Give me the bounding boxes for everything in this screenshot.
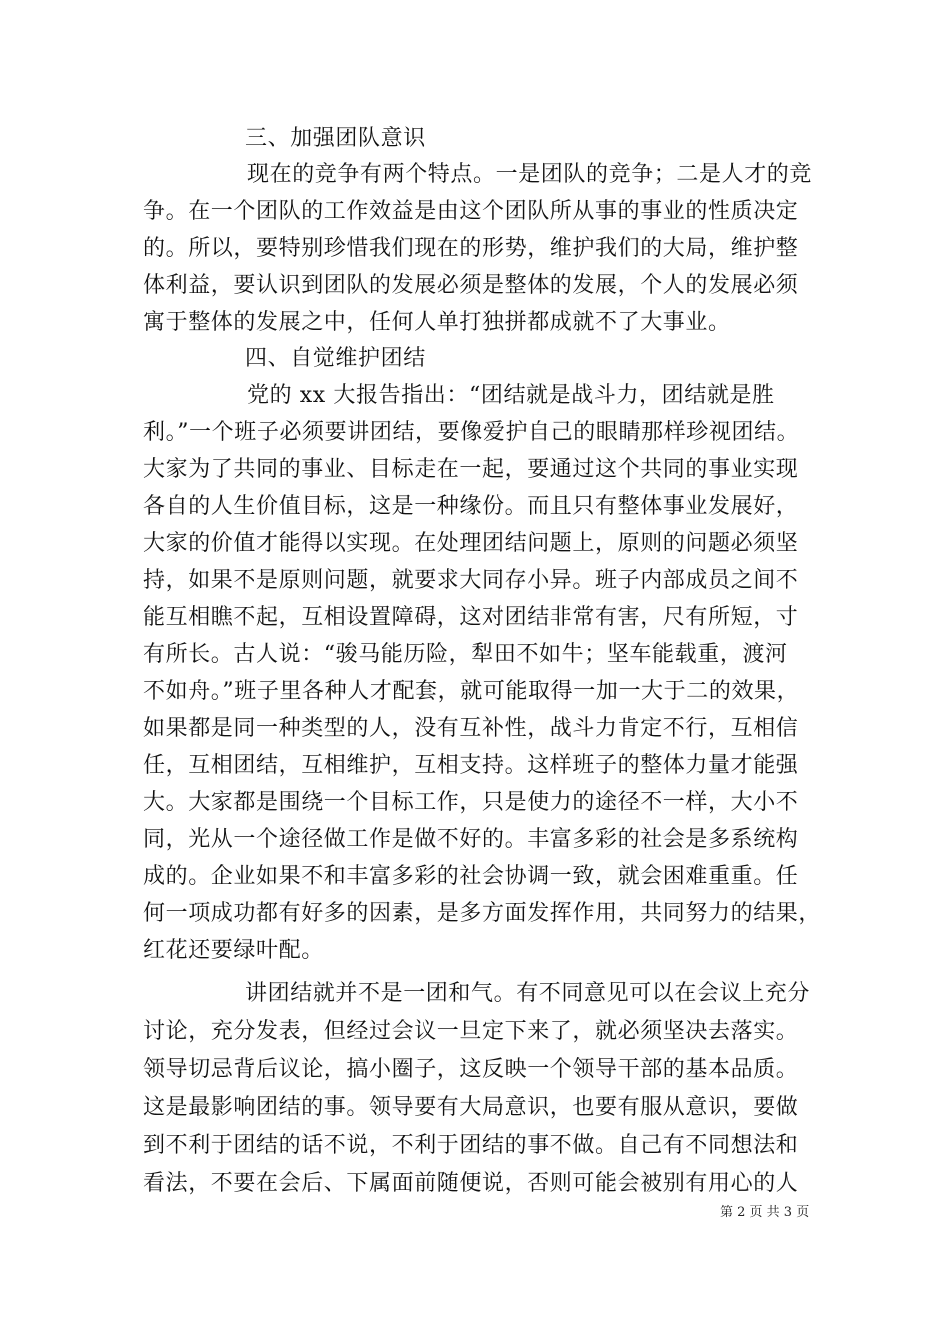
paragraph-line: 看法，不要在会后、下属面前随便说，否则可能会被别有用心的人 — [143, 1171, 799, 1196]
page-number: 第 2 页 共 3 页 — [720, 1205, 810, 1220]
paragraph-line: 领导切忌背后议论，搞小圈子，这反映一个领导干部的基本品质。 — [143, 1057, 799, 1082]
paragraph-line: 任，互相团结，互相维护，互相支持。这样班子的整体力量才能强 — [143, 753, 799, 778]
paragraph-line: 到不利于团结的话不说，不利于团结的事不做。自己有不同想法和 — [143, 1133, 799, 1158]
paragraph-line: 体利益，要认识到团队的发展必须是整体的发展，个人的发展必须 — [143, 273, 799, 298]
paragraph-line: 党的 xx 大报告指出：“团结就是战斗力，团结就是胜 — [247, 383, 775, 408]
section-heading-4: 四、自觉维护团结 — [245, 346, 426, 371]
paragraph-line: 不如舟。”班子里各种人才配套，就可能取得一加一大于二的效果， — [143, 679, 800, 704]
paragraph-line: 现在的竞争有两个特点。一是团队的竞争；二是人才的竞 — [247, 162, 813, 187]
paragraph-line: 何一项成功都有好多的因素，是多方面发挥作用，共同努力的结果， — [143, 901, 822, 926]
paragraph-line: 有所长。古人说：“骏马能历险，犁田不如牛；坚车能载重，渡河 — [143, 642, 788, 667]
paragraph-line: 各自的人生价值目标，这是一种缘份。而且只有整体事业发展好， — [143, 494, 799, 519]
paragraph-line: 能互相瞧不起，互相设置障碍，这对团结非常有害，尺有所短，寸 — [143, 605, 799, 630]
paragraph-line: 利。”一个班子必须要讲团结，要像爱护自己的眼睛那样珍视团结。 — [143, 420, 800, 445]
paragraph-line: 大家的价值才能得以实现。在处理团结问题上，原则的问题必须坚 — [143, 531, 799, 556]
paragraph-line: 这是最影响团结的事。领导要有大局意识，也要有服从意识，要做 — [143, 1095, 799, 1120]
paragraph-line: 讲团结就并不是一团和气。有不同意见可以在会议上充分 — [245, 981, 811, 1006]
paragraph-line: 争。在一个团队的工作效益是由这个团队所从事的事业的性质决定 — [143, 199, 799, 224]
paragraph-line: 的。所以，要特别珍惜我们现在的形势，维护我们的大局，维护整 — [143, 236, 799, 261]
paragraph-line: 大。大家都是围绕一个目标工作，只是使力的途径不一样，大小不 — [143, 790, 799, 815]
paragraph-line: 同，光从一个途径做工作是做不好的。丰富多彩的社会是多系统构 — [143, 827, 799, 852]
paragraph-line: 红花还要绿叶配。 — [143, 938, 324, 963]
paragraph-line: 如果都是同一种类型的人，没有互补性，战斗力肯定不行，互相信 — [143, 716, 799, 741]
paragraph-line: 寓于整体的发展之中，任何人单打独拼都成就不了大事业。 — [143, 310, 731, 335]
paragraph-line: 成的。企业如果不和丰富多彩的社会协调一致，就会困难重重。任 — [143, 864, 799, 889]
paragraph-line: 讨论，充分发表，但经过会议一旦定下来了，就必须坚决去落实。 — [143, 1019, 799, 1044]
section-heading-3: 三、加强团队意识 — [245, 126, 426, 151]
paragraph-line: 大家为了共同的事业、目标走在一起，要通过这个共同的事业实现 — [143, 457, 799, 482]
paragraph-line: 持，如果不是原则问题，就要求大同存小异。班子内部成员之间不 — [143, 568, 799, 593]
